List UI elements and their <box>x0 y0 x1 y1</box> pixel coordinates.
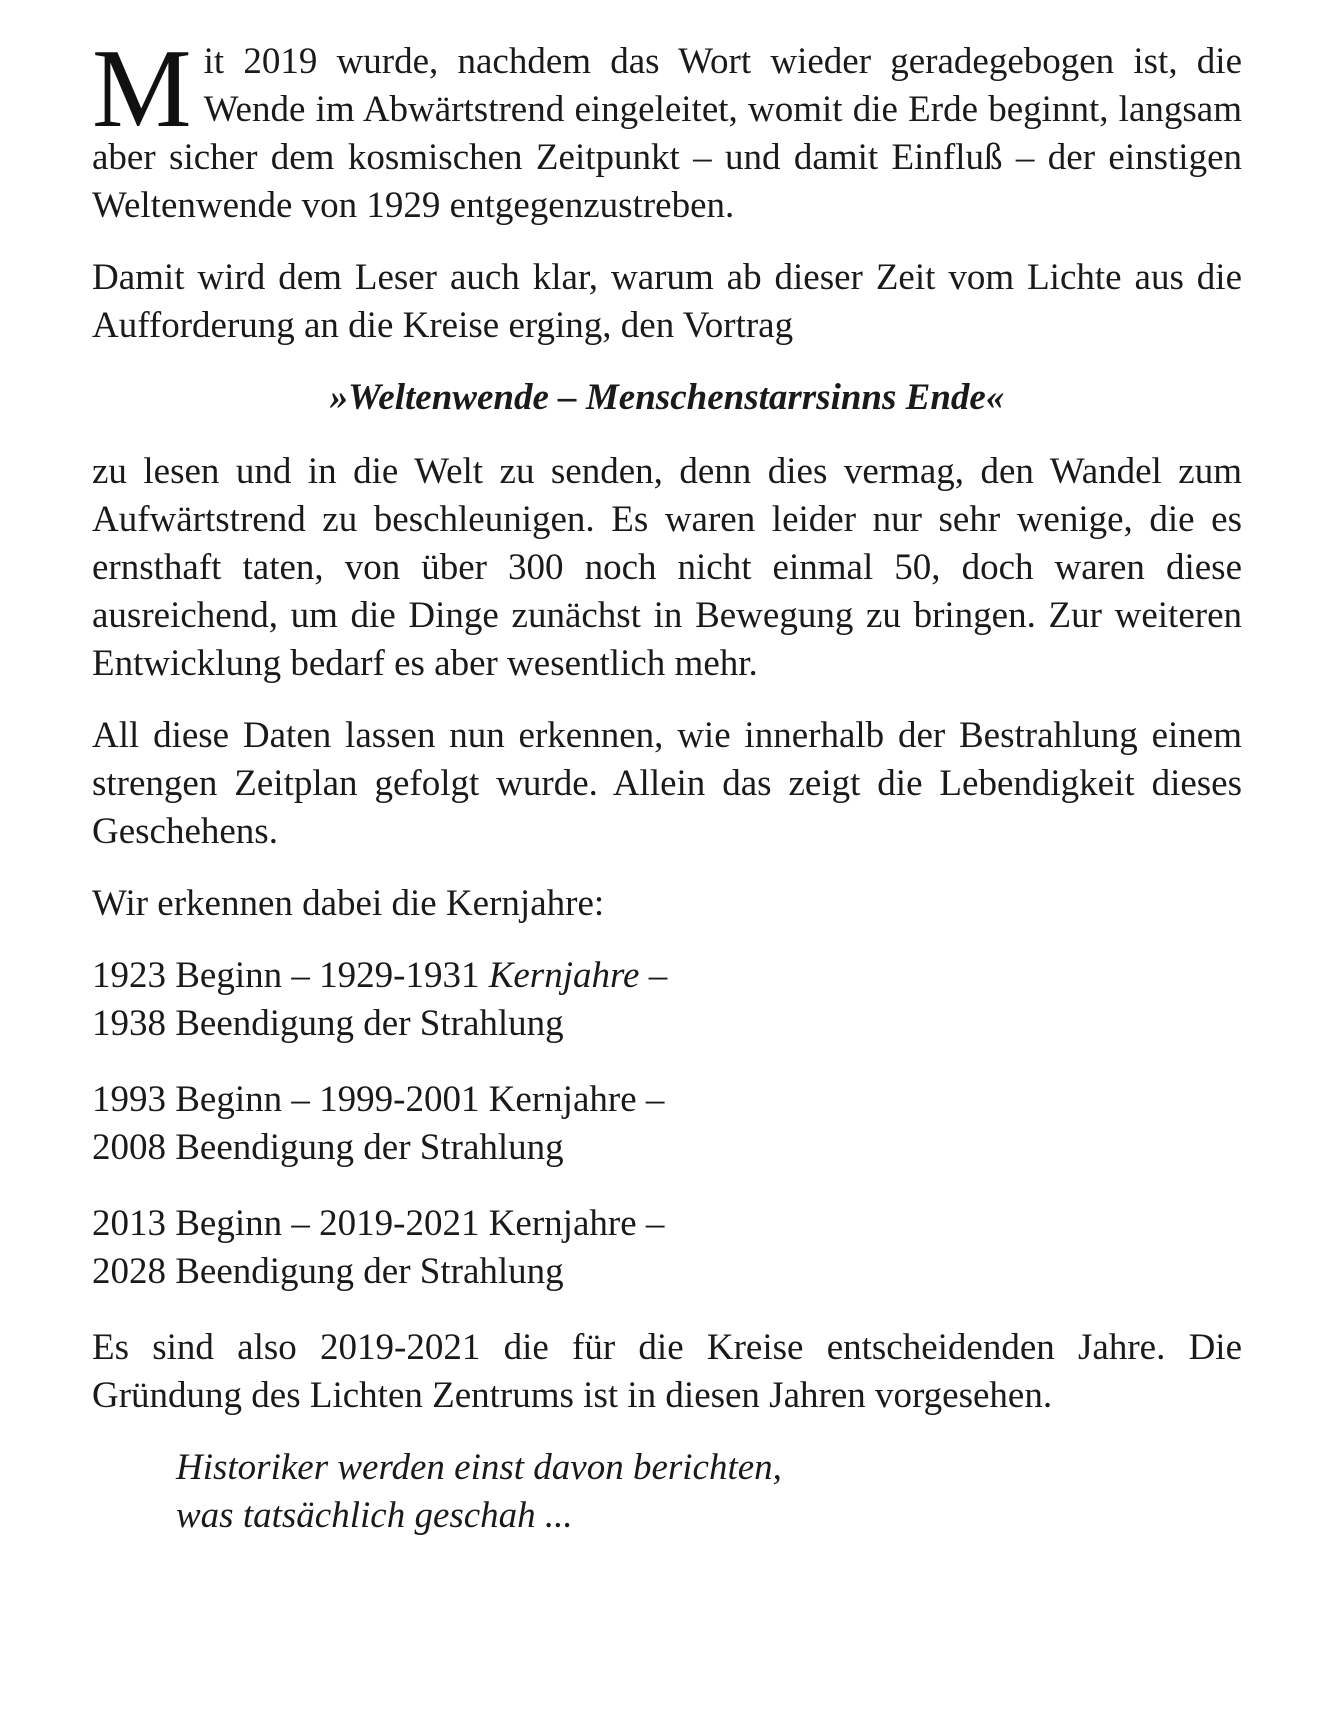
closing-quote <box>176 1444 1242 1540</box>
period-keyword: Kernjahre <box>488 955 640 996</box>
period-dash: – <box>636 1203 665 1244</box>
paragraph-lecture-intro: Damit wird dem Leser auch klar, warum ab dieser Zeit vom Lichte aus die Aufforderung an die Kreise erging, den Vortrag <box>92 257 1242 346</box>
paragraph-schedule: All diese Daten lassen nun erkennen, wie innerhalb der Bestrahlung einem strengen Zeitplan gefolgt wurde. Allein das zeigt die Lebendigkeit dieses Geschehens. <box>92 715 1242 852</box>
period-dash: – <box>639 955 668 996</box>
intro-paragraph <box>92 27 1242 230</box>
period-2013 <box>92 1200 1242 1296</box>
period-dash: – <box>636 1079 665 1120</box>
period-line-end: 1938 Beendigung der Strahlung <box>92 1003 564 1044</box>
period-line-start <box>92 952 1242 1000</box>
paragraph-lecture-effect: zu lesen und in die Welt zu senden, denn dies vermag, den Wandel zum Aufwärtstrend zu beschleunigen. Es waren leider nur sehr wenige, die es ernsthaft taten, von über 300 noch nicht einmal 50, doch waren diese ausreichend, um die Dinge zunächst in Bewegung zu bringen. Zur weiteren Entwicklung bedarf es aber wesentlich mehr. <box>92 451 1242 684</box>
period-keyword: Kernjahre <box>488 1079 637 1120</box>
period-line-end: 2028 Beendigung der Strahlung <box>92 1251 564 1292</box>
paragraph-decisive-years: Es sind also 2019-2021 die für die Kreise entscheidenden Jahre. Die Gründung des Lichten Zentrums ist in diesen Jahren vorgesehen. <box>92 1327 1242 1416</box>
period-1923 <box>92 952 1242 1048</box>
period-start-text: 1993 Beginn – 1999-2001 <box>92 1079 489 1120</box>
period-start-text: 1923 Beginn – 1929-1931 <box>92 955 489 996</box>
period-line-start <box>92 1076 1242 1124</box>
period-keyword: Kernjahre <box>488 1203 637 1244</box>
period-line-end: 2008 Beendigung der Strahlung <box>92 1127 564 1168</box>
document-page <box>92 27 1242 1540</box>
paragraph-core-years-intro: Wir erkennen dabei die Kernjahre: <box>92 883 605 924</box>
drop-cap-letter: M <box>92 27 192 151</box>
intro-text: it 2019 wurde, nachdem das Wort wieder geradegebogen ist, die Wende im Abwärtstrend eingeleitet, womit die Erde beginnt, langsam aber sicher dem kosmischen Zeitpunkt – und damit Einfluß – der einstigen Weltenwende von 1929 entgegenzustreben. <box>92 41 1242 226</box>
lecture-title: »Weltenwende – Menschenstarrsinns Ende« <box>329 377 1005 418</box>
period-start-text: 2013 Beginn – 2019-2021 <box>92 1203 489 1244</box>
period-line-start <box>92 1200 1242 1248</box>
period-1993 <box>92 1076 1242 1172</box>
closing-line-2: was tatsächlich geschah ... <box>176 1495 573 1536</box>
closing-line-1: Historiker werden einst davon berichten, <box>176 1447 782 1488</box>
